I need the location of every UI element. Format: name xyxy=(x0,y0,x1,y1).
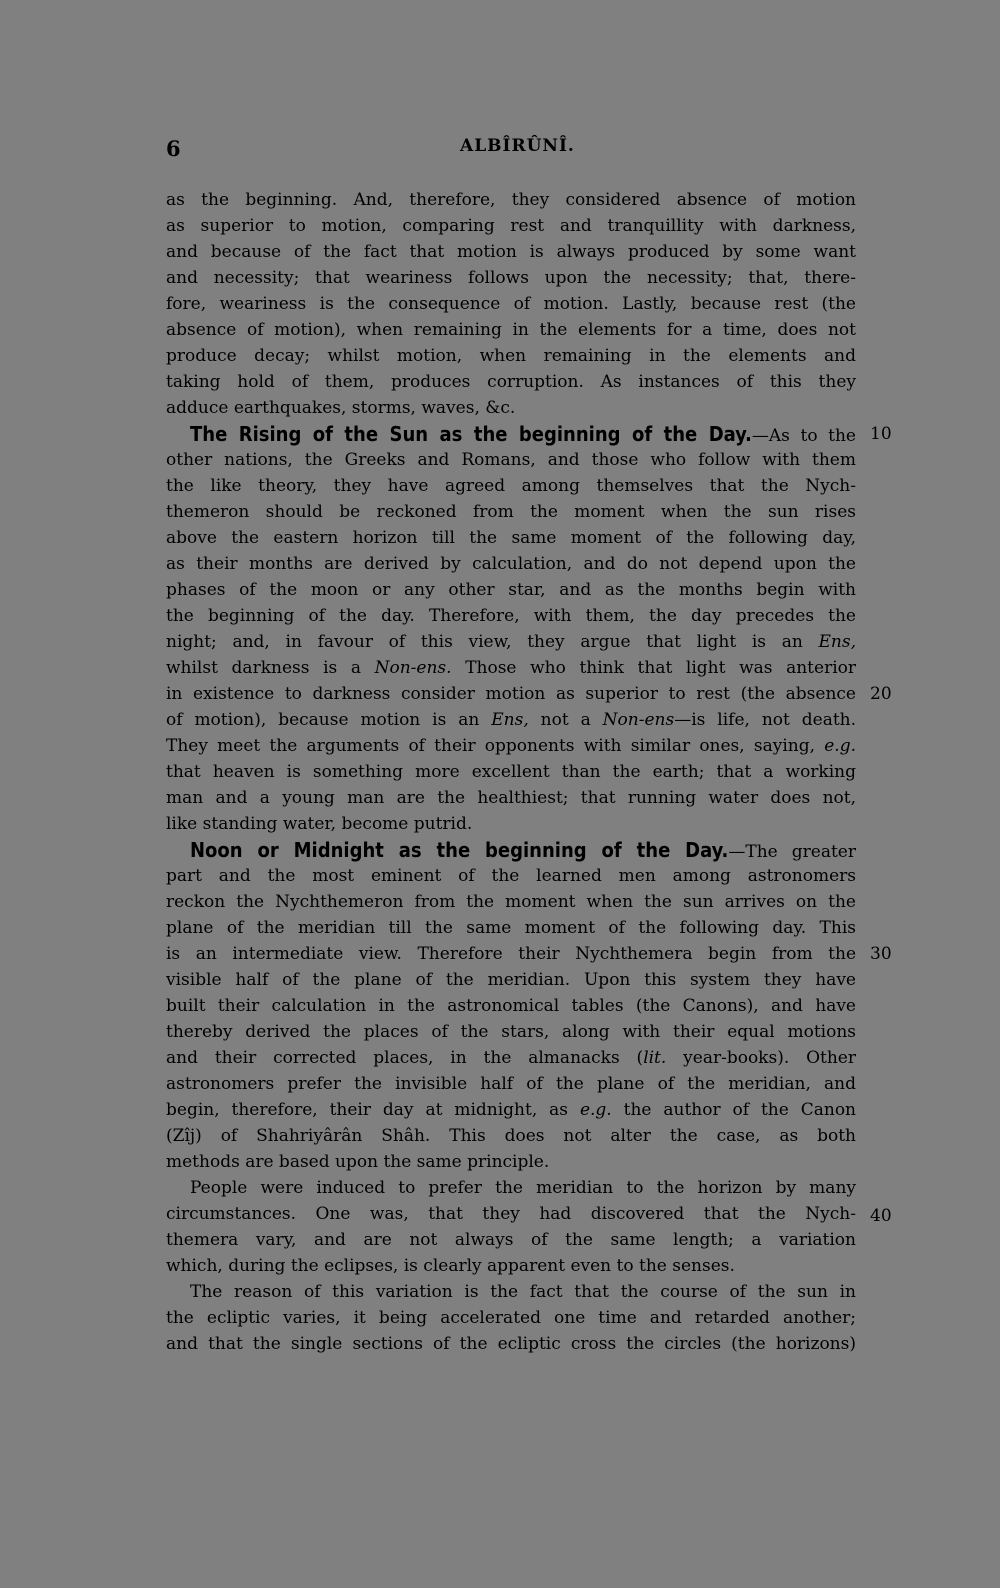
text-line: themeron should be reckoned from the moment when the sun rises xyxy=(166,502,856,522)
italic-term: lit. xyxy=(643,1048,667,1068)
text-line: part and the most eminent of the learned men among astronomers xyxy=(166,866,856,886)
text-line: built their calculation in the astronomical tables (the Canons), and have xyxy=(166,996,856,1016)
text-span: not a xyxy=(540,710,591,730)
text-span: whilst darkness is a xyxy=(166,658,361,678)
text-span: year-books). Other xyxy=(683,1048,856,1068)
text-line: plane of the meridian till the same moment of the following day. This xyxy=(166,918,856,938)
text-line: as superior to motion, comparing rest and tranquillity with darkness, xyxy=(166,216,856,236)
text-line: in existence to darkness consider motion as superior to rest (the absence xyxy=(166,684,856,704)
text-line: and because of the fact that motion is always produced by some want xyxy=(166,242,856,262)
section-heading-rising-sun: The Rising of the Sun as the beginning of the Day. xyxy=(190,422,752,446)
text-line: methods are based upon the same principle. xyxy=(166,1152,550,1172)
text-span: the author of the Canon xyxy=(623,1100,856,1120)
line-number: 20 xyxy=(870,684,892,704)
text-line: circumstances. One was, that they had discovered that the Nych- xyxy=(166,1204,856,1224)
text-line: and that the single sections of the ecliptic cross the circles (the horizons) xyxy=(166,1334,856,1354)
text-line xyxy=(166,707,856,733)
text-line: as their months are derived by calculation, and do not depend upon the xyxy=(166,554,856,574)
text-span: —is life, not death. xyxy=(674,710,856,730)
text-line xyxy=(166,1045,856,1071)
text-line: the ecliptic varies, it being accelerated one time and retarded another; xyxy=(166,1308,856,1328)
text-line: The reason of this variation is the fact that the course of the sun in xyxy=(190,1282,856,1302)
text-line: as the beginning. And, therefore, they considered absence of motion xyxy=(166,190,856,210)
text-line: other nations, the Greeks and Romans, and those who follow with them xyxy=(166,450,856,470)
text-line: produce decay; whilst motion, when remaining in the elements and xyxy=(166,346,856,366)
italic-term: Ens, xyxy=(491,710,529,730)
text-span: night; and, in favour of this view, they argue that light is an xyxy=(166,632,803,652)
italic-term: e.g. xyxy=(824,736,856,756)
text-line: like standing water, become putrid. xyxy=(166,814,473,834)
italic-term: Non-ens xyxy=(602,710,675,730)
text-line: which, during the eclipses, is clearly apparent even to the senses. xyxy=(166,1256,735,1276)
running-head: ALBÎRÛNÎ. xyxy=(460,136,575,156)
page-number: 6 xyxy=(166,136,181,161)
italic-term: Non-ens. xyxy=(374,658,452,678)
text-line: themera vary, and are not always of the same length; a variation xyxy=(166,1230,856,1250)
text-span: Those who think that light was anterior xyxy=(465,658,856,678)
section-heading-noon-midnight: Noon or Midnight as the beginning of the Day. xyxy=(190,838,729,862)
text-line xyxy=(166,629,856,655)
text-span: They meet the arguments of their opponents with similar ones, saying, xyxy=(166,736,816,756)
line-number: 30 xyxy=(870,944,892,964)
text-line: astronomers prefer the invisible half of the plane of the meridian, and xyxy=(166,1074,856,1094)
text-line: People were induced to prefer the meridian to the horizon by many xyxy=(190,1178,856,1198)
text-line xyxy=(166,733,856,759)
text-line xyxy=(190,421,856,447)
text-line xyxy=(166,1097,856,1123)
text-span: of motion), because motion is an xyxy=(166,710,480,730)
text-line: above the eastern horizon till the same moment of the following day, xyxy=(166,528,856,548)
text-line: the like theory, they have agreed among themselves that the Nych- xyxy=(166,476,856,496)
text-line xyxy=(190,837,856,863)
text-line: the beginning of the day. Therefore, with them, the day precedes the xyxy=(166,606,856,626)
text-line: phases of the moon or any other star, and as the months begin with xyxy=(166,580,856,600)
text-line: taking hold of them, produces corruption. As instances of this they xyxy=(166,372,856,392)
text-line: fore, weariness is the consequence of motion. Lastly, because rest (the xyxy=(166,294,856,314)
text-span: and their corrected places, in the almanacks ( xyxy=(166,1048,644,1068)
text-line: thereby derived the places of the stars, along with their equal motions xyxy=(166,1022,856,1042)
italic-term: e.g. xyxy=(579,1100,612,1120)
line-number: 10 xyxy=(870,424,892,444)
text-line: absence of motion), when remaining in the elements for a time, does not xyxy=(166,320,856,340)
line-number: 40 xyxy=(870,1206,892,1226)
text-line: (Zîj) of Shahriyârân Shâh. This does not alter the case, as both xyxy=(166,1126,856,1146)
text-line: visible half of the plane of the meridian. Upon this system they have xyxy=(166,970,856,990)
text-span: begin, therefore, their day at midnight, as xyxy=(166,1100,569,1120)
text-span: —As to the xyxy=(751,426,856,446)
text-span: —The greater xyxy=(728,842,856,862)
text-line: is an intermediate view. Therefore their Nychthemera begin from the xyxy=(166,944,856,964)
text-line: and necessity; that weariness follows upon the necessity; that, there- xyxy=(166,268,856,288)
italic-term: Ens, xyxy=(818,632,856,652)
text-line: that heaven is something more excellent than the earth; that a working xyxy=(166,762,856,782)
text-line: man and a young man are the healthiest; that running water does not, xyxy=(166,788,856,808)
text-line: reckon the Nychthemeron from the moment when the sun arrives on the xyxy=(166,892,856,912)
text-line xyxy=(166,655,856,681)
text-line: adduce earthquakes, storms, waves, &c. xyxy=(166,398,516,418)
